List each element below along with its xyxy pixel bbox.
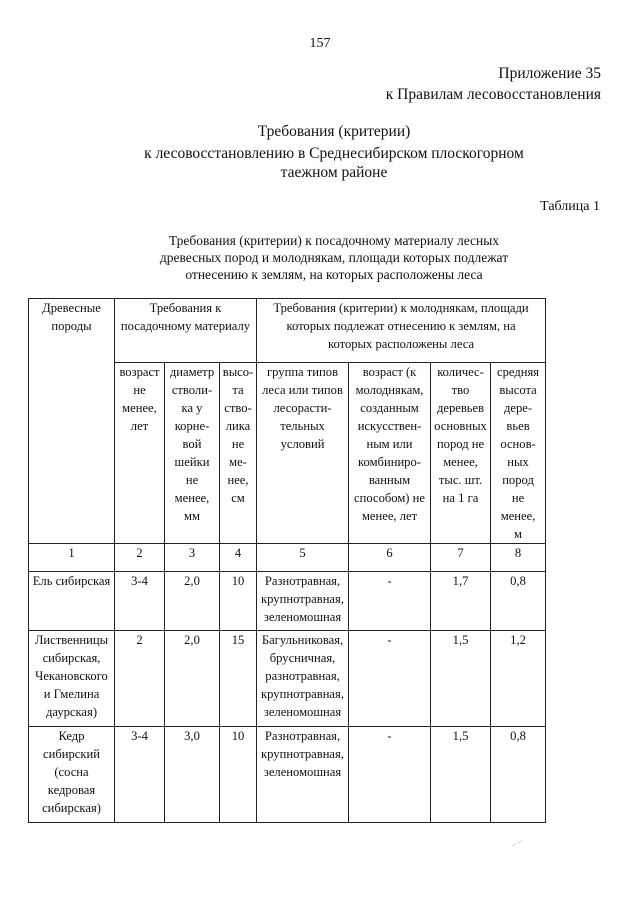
cell-age: 3-4 [115,727,165,823]
subheader-tree-count: количес- тво деревьев основных пород не менее, тыс. шт. на 1 га [431,363,491,544]
table-header-row [29,299,546,363]
cell-diameter: 2,0 [165,572,220,631]
table-row [29,727,546,823]
cell-height: 10 [220,727,257,823]
table-row [29,631,546,727]
cell-forest-type: Багульниковая, брусничная, разнотравная, крупнотравная, зеленомошная [257,631,349,727]
cell-height: 10 [220,572,257,631]
cell-species: Ель сибирская [29,572,115,631]
requirements-table [28,298,546,823]
cell-species: Лиственницы сибирская, Чекановского и Гмелина даурская) [29,631,115,727]
cell-young-age: - [349,727,431,823]
cell-average-height: 0,8 [491,572,546,631]
scan-mark: ⸝ ⸍ [512,839,522,848]
cell-young-age: - [349,572,431,631]
document-title-line-1: Требования (критерии) [257,123,411,140]
subheader-age: возраст не менее, лет [115,363,165,544]
column-number: 3 [165,544,220,572]
cell-species: Кедр сибирский (сосна кедровая сибирская) [29,727,115,823]
table-caption-line-1: Требования (критерии) к посадочному материалу лесных [168,233,500,248]
header-species: Древесные породы [29,299,115,544]
table-caption-line-3: отнесению к землям, на которых расположены леса [185,267,483,282]
cell-diameter: 3,0 [165,727,220,823]
column-number-row [29,544,546,572]
cell-age: 2 [115,631,165,727]
document-title-line-2: к лесовосстановлению в Среднесибирском плоскогорном [144,145,524,162]
subheader-forest-type: группа типов леса или типов лесорасти- тельных условий [257,363,349,544]
cell-average-height: 1,2 [491,631,546,727]
subheader-average-height: средняя высота дере- вьев основ- ных пород не менее, м [491,363,546,544]
column-number: 5 [257,544,349,572]
cell-young-age: - [349,631,431,727]
column-number: 6 [349,544,431,572]
cell-forest-type: Разнотравная, крупнотравная, зеленомошная [257,727,349,823]
table-row [29,572,546,631]
cell-diameter: 2,0 [165,631,220,727]
appendix-line-2: к Правилам лесовосстановления [385,86,601,103]
appendix-line-1: Приложение 35 [498,65,601,82]
cell-tree-count: 1,5 [431,631,491,727]
column-number: 4 [220,544,257,572]
cell-height: 15 [220,631,257,727]
column-number: 2 [115,544,165,572]
header-young-stands: Требования (критерии) к молоднякам, площади которых подлежат отнесению к землям, на которых расположены леса [257,299,546,363]
column-number: 7 [431,544,491,572]
cell-tree-count: 1,7 [431,572,491,631]
subheader-young-age: возраст (к молоднякам, созданным искусствен- ным или комбиниро- ванным способом) не менее, лет [349,363,431,544]
cell-forest-type: Разнотравная, крупнотравная, зеленомошная [257,572,349,631]
cell-age: 3-4 [115,572,165,631]
header-planting-material: Требования к посадочному материалу [115,299,257,363]
subheader-diameter: диаметр стволи- ка у корне- вой шейки не менее, мм [165,363,220,544]
document-title-line-3: таежном районе [280,164,388,181]
column-number: 8 [491,544,546,572]
subheader-height: высо- та ство- лика не ме- нее, см [220,363,257,544]
table-label: Таблица 1 [540,199,600,214]
table-caption-line-2: древесных пород и молоднякам, площади которых подлежат [159,250,509,265]
cell-average-height: 0,8 [491,727,546,823]
column-number: 1 [29,544,115,572]
page-number: 157 [309,36,331,51]
cell-tree-count: 1,5 [431,727,491,823]
